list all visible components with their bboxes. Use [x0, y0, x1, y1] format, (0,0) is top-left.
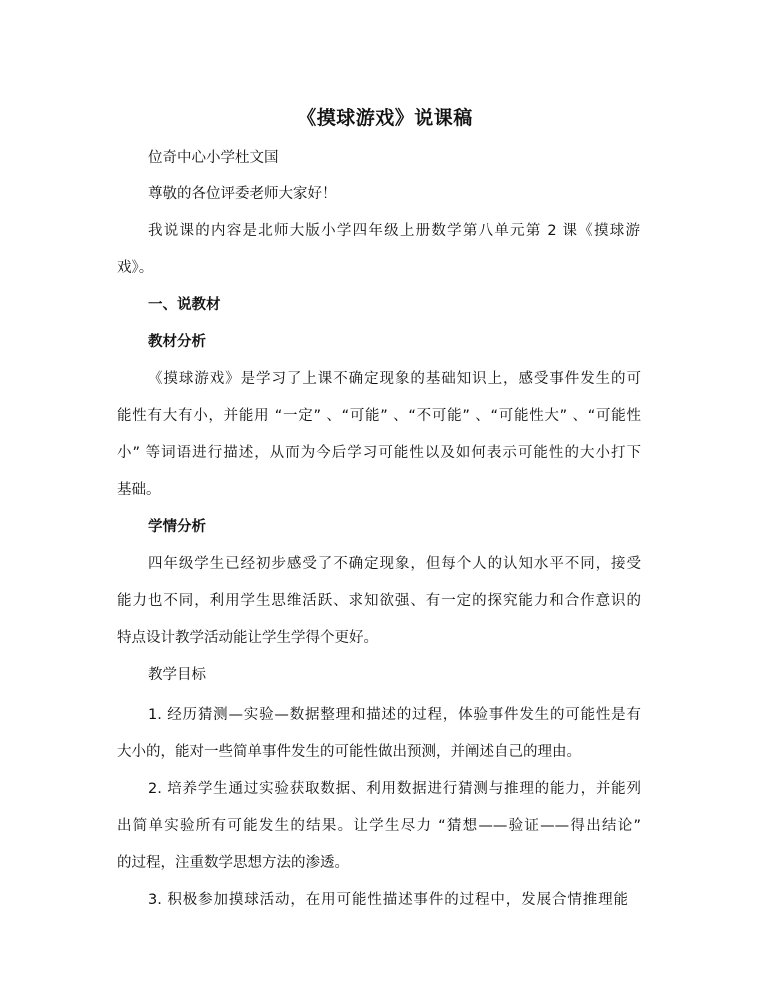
textbook-analysis-line-2: 能性有大有小，并能用 “一定” 、“可能” 、“不可能” 、“可能性大” 、“可能性 [117, 408, 641, 424]
goal-2-line-2: 出简单实验所有可能发生的结果。让学生尽力 “猜想——验证——得出结论” [117, 818, 641, 834]
goal-1-line-2: 大小的，能对一些简单事件发生的可能性做出预测，并阐述自己的理由。 [117, 744, 581, 760]
student-analysis-line-2: 能力也不同，利用学生思维活跃、求知欲强、有一定的探究能力和合作意识的 [117, 593, 641, 609]
student-analysis-line-3: 特点设计教学活动能让学生学得个更好。 [117, 630, 378, 646]
textbook-analysis-line-4: 基础。 [117, 482, 161, 498]
textbook-analysis-line-1: 《摸球游戏》是学习了上课不确定现象的基础知识上，感受事件发生的可 [148, 371, 641, 387]
subheading-teaching-goals: 教学目标 [148, 667, 206, 683]
student-analysis-line-1: 四年级学生已经初步感受了不确定现象，但每个人的认知水平不同，接受 [148, 556, 641, 572]
intro-line-1: 我说课的内容是北师大版小学四年级上册数学第八单元第 2 课《摸球游 [148, 223, 640, 239]
document-title: 《摸球游戏》说课稿 [297, 107, 473, 129]
goal-2-line-3: 的过程，注重数学思想方法的渗透。 [117, 855, 349, 871]
author-line: 位奇中心小学杜文国 [148, 150, 279, 166]
goal-3-line-1: 3. 积极参加摸球活动，在用可能性描述事件的过程中，发展合情推理能 [148, 892, 628, 908]
goal-1-line-1: 1. 经历猜测—实验—数据整理和描述的过程，体验事件发生的可能性是有 [148, 707, 641, 723]
section-heading-textbook: 一、说教材 [148, 297, 221, 313]
subheading-textbook-analysis: 教材分析 [148, 334, 206, 350]
goal-2-line-1: 2. 培养学生通过实验获取数据、利用数据进行猜测与推理的能力，并能列 [148, 781, 641, 797]
greeting-line: 尊敬的各位评委老师大家好！ [148, 186, 337, 202]
textbook-analysis-line-3: 小” 等词语进行描述，从而为今后学习可能性以及如何表示可能性的大小打下 [117, 445, 641, 461]
intro-line-2: 戏》。 [117, 260, 154, 276]
subheading-student-analysis: 学情分析 [148, 519, 206, 535]
